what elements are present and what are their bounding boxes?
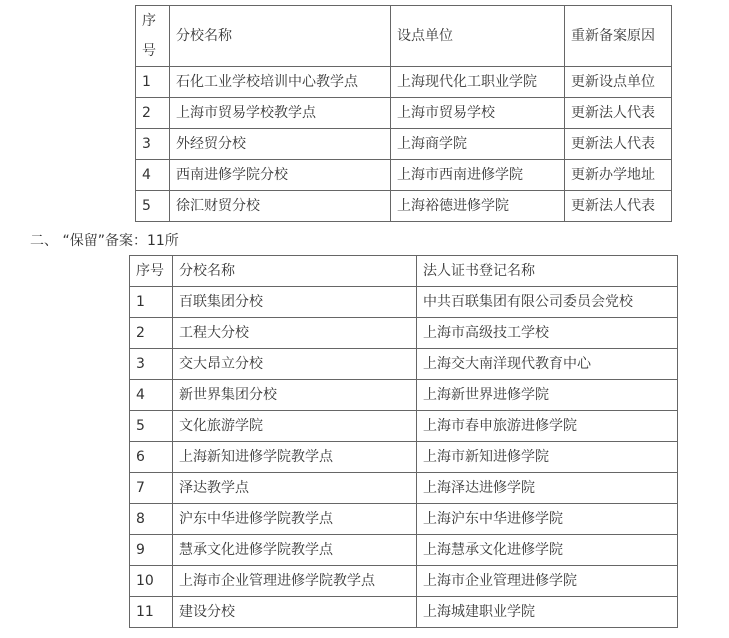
cell-seq: 9: [130, 535, 173, 566]
cell-reason: 更新办学地址: [565, 160, 672, 191]
table-row: [130, 535, 678, 566]
header-branch-name: 分校名称: [173, 256, 417, 287]
table-row: [136, 160, 672, 191]
cell-branch-name: 石化工业学校培训中心教学点: [170, 67, 391, 98]
cell-host-unit: 上海商学院: [391, 129, 565, 160]
table-row: [130, 473, 678, 504]
table-row: [130, 287, 678, 318]
cell-branch-name: 西南进修学院分校: [170, 160, 391, 191]
cell-host-unit: 上海市贸易学校: [391, 98, 565, 129]
cell-registered-name: 上海市春申旅游进修学院: [417, 411, 678, 442]
cell-seq: 7: [130, 473, 173, 504]
cell-branch-name: 上海市企业管理进修学院教学点: [173, 566, 417, 597]
cell-seq: 3: [136, 129, 170, 160]
cell-branch-name: 文化旅游学院: [173, 411, 417, 442]
header-seq: 序号: [130, 256, 173, 287]
cell-branch-name: 工程大分校: [173, 318, 417, 349]
cell-branch-name: 泽达教学点: [173, 473, 417, 504]
cell-registered-name: 上海市高级技工学校: [417, 318, 678, 349]
cell-seq: 4: [130, 380, 173, 411]
cell-reason: 更新法人代表: [565, 129, 672, 160]
renewal-filing-table: [135, 5, 672, 222]
table-row: [136, 129, 672, 160]
table-row: [130, 442, 678, 473]
retained-filing-table: [129, 255, 678, 628]
cell-branch-name: 新世界集团分校: [173, 380, 417, 411]
cell-seq: 6: [130, 442, 173, 473]
cell-host-unit: 上海现代化工职业学院: [391, 67, 565, 98]
table-row: [130, 318, 678, 349]
table-row: [136, 67, 672, 98]
cell-registered-name: 上海慧承文化进修学院: [417, 535, 678, 566]
section-heading-retained: 二、 “保留”备案：11所: [30, 233, 179, 249]
cell-branch-name: 徐汇财贸分校: [170, 191, 391, 222]
table-header-row: [130, 256, 678, 287]
cell-registered-name: 上海沪东中华进修学院: [417, 504, 678, 535]
cell-branch-name: 上海市贸易学校教学点: [170, 98, 391, 129]
cell-registered-name: 上海泽达进修学院: [417, 473, 678, 504]
table-row: [136, 98, 672, 129]
table-row: [130, 566, 678, 597]
cell-registered-name: 上海城建职业学院: [417, 597, 678, 628]
table-row: [130, 349, 678, 380]
cell-registered-name: 上海市新知进修学院: [417, 442, 678, 473]
cell-reason: 更新法人代表: [565, 191, 672, 222]
cell-reason: 更新法人代表: [565, 98, 672, 129]
cell-seq: 2: [136, 98, 170, 129]
cell-seq: 5: [136, 191, 170, 222]
cell-branch-name: 外经贸分校: [170, 129, 391, 160]
cell-branch-name: 慧承文化进修学院教学点: [173, 535, 417, 566]
header-host-unit: 设点单位: [391, 6, 565, 67]
cell-seq: 8: [130, 504, 173, 535]
cell-seq: 1: [136, 67, 170, 98]
cell-seq: 5: [130, 411, 173, 442]
cell-host-unit: 上海市西南进修学院: [391, 160, 565, 191]
cell-registered-name: 上海新世界进修学院: [417, 380, 678, 411]
header-seq: 序号: [136, 6, 170, 67]
table-row: [130, 380, 678, 411]
cell-branch-name: 上海新知进修学院教学点: [173, 442, 417, 473]
table-row: [130, 597, 678, 628]
cell-registered-name: 中共百联集团有限公司委员会党校: [417, 287, 678, 318]
cell-registered-name: 上海交大南洋现代教育中心: [417, 349, 678, 380]
cell-seq: 2: [130, 318, 173, 349]
cell-branch-name: 建设分校: [173, 597, 417, 628]
cell-seq: 3: [130, 349, 173, 380]
cell-registered-name: 上海市企业管理进修学院: [417, 566, 678, 597]
cell-seq: 10: [130, 566, 173, 597]
table-header-row: [136, 6, 672, 67]
cell-reason: 更新设点单位: [565, 67, 672, 98]
cell-seq: 4: [136, 160, 170, 191]
table-row: [130, 504, 678, 535]
table-row: [136, 191, 672, 222]
cell-branch-name: 百联集团分校: [173, 287, 417, 318]
header-branch-name: 分校名称: [170, 6, 391, 67]
cell-seq: 1: [130, 287, 173, 318]
cell-branch-name: 沪东中华进修学院教学点: [173, 504, 417, 535]
cell-host-unit: 上海裕德进修学院: [391, 191, 565, 222]
cell-seq: 11: [130, 597, 173, 628]
header-reason: 重新备案原因: [565, 6, 672, 67]
cell-branch-name: 交大昂立分校: [173, 349, 417, 380]
header-registered-name: 法人证书登记名称: [417, 256, 678, 287]
table-row: [130, 411, 678, 442]
